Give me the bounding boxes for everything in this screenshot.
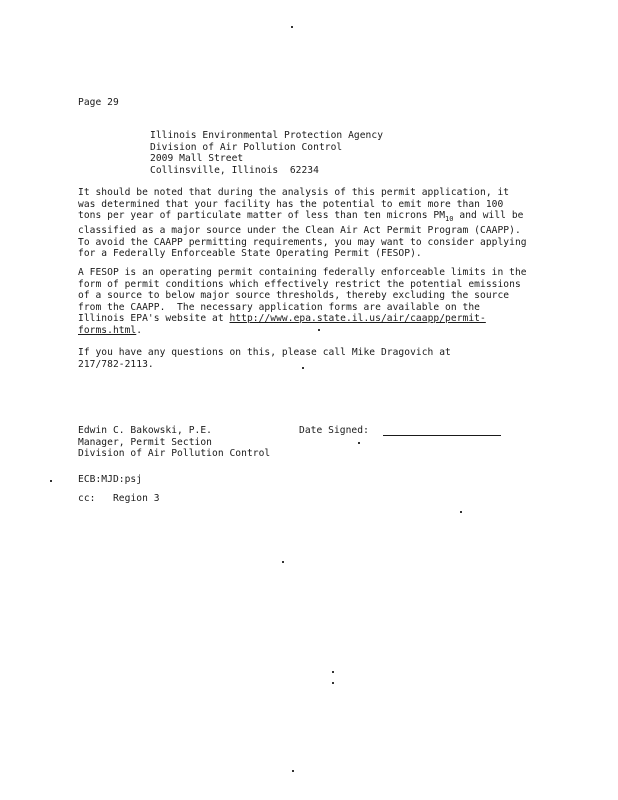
- text-line: Illinois EPA's website at: [78, 313, 230, 324]
- cc-line: [78, 493, 160, 505]
- signer-name: Edwin C. Bakowski, P.E.: [78, 425, 212, 436]
- agency-address: [150, 130, 383, 176]
- text-line: A FESOP is an operating permit containing federally enforceable limits in the: [78, 267, 527, 278]
- date-signed-line[interactable]: [383, 435, 501, 436]
- reference-initials: ECB:MJD:psj: [78, 474, 143, 485]
- text-line: classified as a major source under the Clean Air Act Permit Program (CAAPP).: [78, 225, 521, 237]
- text-line: If you have any questions on this, please call Mike Dragovich at: [78, 347, 451, 358]
- scan-speck: [332, 671, 334, 673]
- text-line: for a Federally Enforceable State Operating Permit (FESOP).: [78, 248, 422, 260]
- text-line: To avoid the CAAPP permitting requirements, you may want to consider applying: [78, 236, 527, 248]
- page-number: Page 29: [78, 97, 119, 108]
- scan-speck: [292, 770, 294, 772]
- date-signed-label: Date Signed:: [299, 425, 369, 436]
- address-line: 2009 Mall Street: [150, 153, 244, 164]
- scan-speck: [358, 442, 360, 444]
- pm-subscript: 10: [445, 214, 454, 223]
- address-line: Illinois Environmental Protection Agency: [150, 130, 384, 141]
- paragraph-fesop-description: [78, 267, 527, 336]
- scan-speck: [282, 561, 284, 563]
- text-line: It should be noted that during the analysis of this permit application, it: [78, 187, 510, 198]
- scan-speck: [460, 511, 462, 513]
- scan-speck: [50, 480, 52, 482]
- website-link[interactable]: http://www.epa.state.il.us/air/caapp/permit-: [229, 313, 486, 324]
- text-line: was determined that your facility has the potential to emit more than 100: [78, 198, 504, 210]
- cc-value: Region 3: [112, 493, 160, 504]
- scan-speck: [318, 329, 320, 331]
- signer-title: Manager, Permit Section: [78, 436, 212, 448]
- signature-block: [78, 425, 270, 460]
- text-line-tail: and will be: [453, 210, 524, 221]
- trailing-period: .: [136, 324, 143, 336]
- text-line: 217/782-2113.: [78, 358, 154, 370]
- text-line: tons per year of particulate matter of less than ten microns PM: [78, 210, 446, 221]
- paragraph-major-source-notice: [78, 187, 527, 260]
- address-line: Division of Air Pollution Control: [150, 141, 343, 153]
- website-link-continued[interactable]: forms.html: [78, 324, 137, 336]
- scan-speck: [332, 682, 334, 684]
- address-line: Collinsville, Illinois 62234: [150, 164, 319, 176]
- signer-division: Division of Air Pollution Control: [78, 448, 271, 459]
- text-line: form of permit conditions which effectively restrict the potential emissions: [78, 278, 521, 290]
- paragraph-contact: [78, 347, 451, 370]
- text-line: of a source to below major source thresholds, thereby excluding the source: [78, 290, 510, 301]
- scan-speck: [291, 26, 293, 28]
- text-line: from the CAAPP. The necessary application forms are available on the: [78, 301, 480, 313]
- scan-speck: [302, 367, 304, 369]
- cc-label: cc:: [78, 493, 96, 504]
